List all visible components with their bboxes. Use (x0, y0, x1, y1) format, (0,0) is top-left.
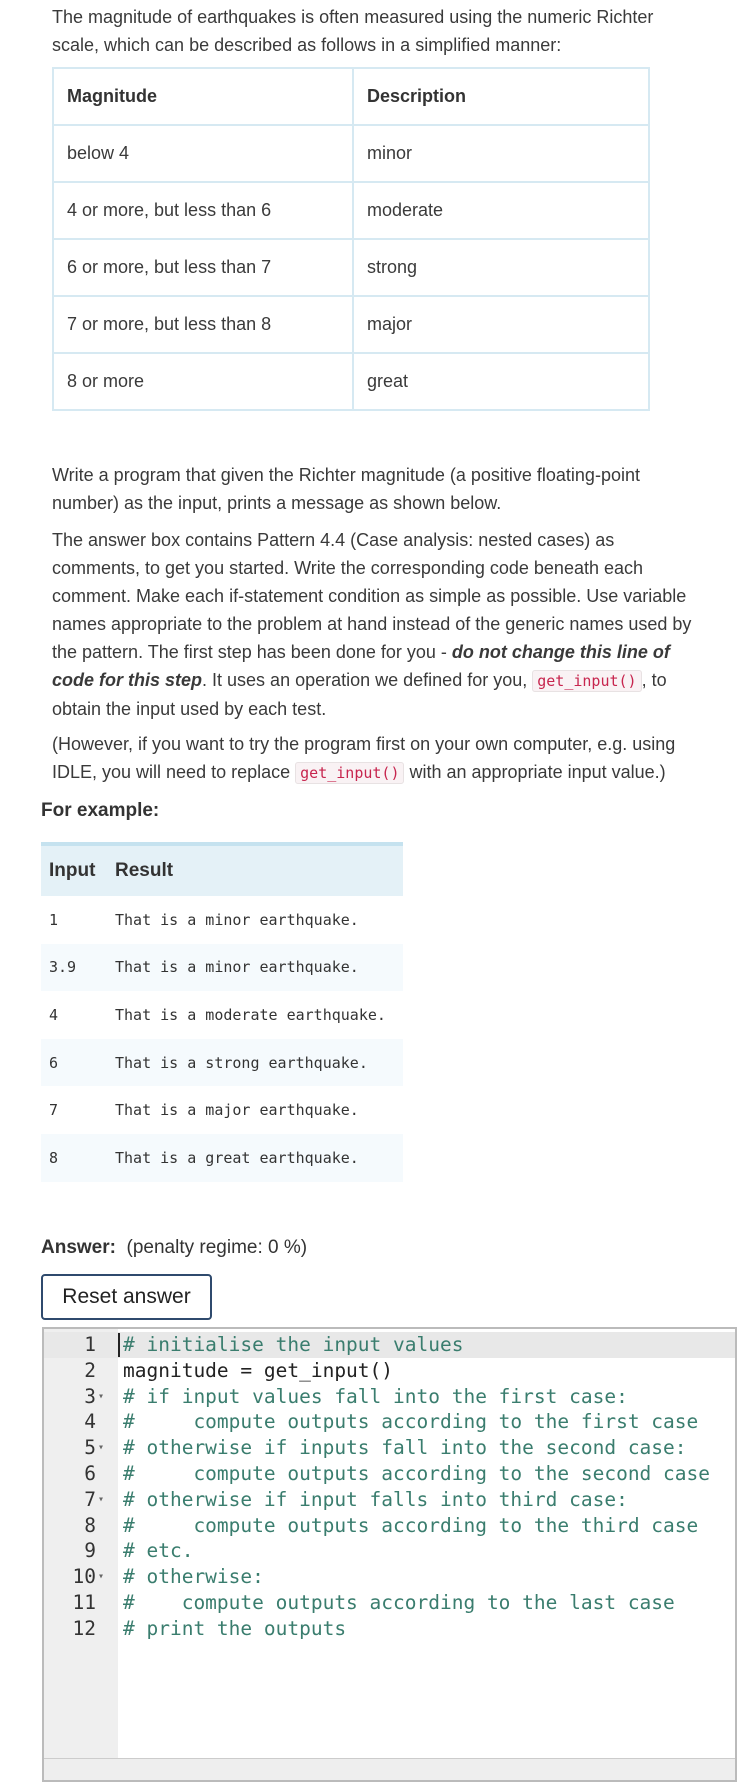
line-number: 9 (84, 1539, 96, 1563)
fold-arrow-icon[interactable]: ▾ (98, 1442, 105, 1454)
code-line[interactable] (44, 1435, 735, 1461)
input-cell: 1 (49, 910, 59, 929)
result-cell: That is a minor earthquake. (107, 944, 403, 992)
description-cell: moderate (353, 182, 649, 239)
inline-code: get_input() (295, 762, 404, 784)
example-header-row (41, 844, 403, 896)
line-number: 2 (84, 1358, 96, 1382)
inline-code: get_input() (532, 670, 641, 692)
line-number: 6 (84, 1461, 96, 1485)
idle-note-text-2: with an appropriate input value.) (404, 762, 666, 782)
header-description: Description (353, 68, 649, 125)
description-cell: strong (353, 239, 649, 296)
magnitude-cell: 7 or more, but less than 8 (53, 296, 353, 353)
code-text: magnitude = get_input() (123, 1358, 394, 1382)
code-text: # compute outputs according to the second case (123, 1461, 710, 1485)
line-number: 10 (72, 1565, 96, 1589)
header-magnitude: Magnitude (53, 68, 353, 125)
code-text: # compute outputs according to the last case (123, 1590, 675, 1614)
magnitude-table (52, 67, 650, 411)
code-text: # otherwise: (123, 1565, 264, 1589)
description-cell: minor (353, 125, 649, 182)
table-row (41, 1134, 403, 1182)
pattern-note-text-3: , to obtain the input used by each test. (52, 670, 667, 719)
magnitude-cell: below 4 (53, 125, 353, 182)
table-row (53, 125, 649, 182)
line-number: 4 (84, 1410, 96, 1434)
pattern-note-text: The answer box contains Pattern 4.4 (Case analysis: nested cases) as comments, to get you started. Write the corresponding code beneath each comment. Make each if-statement condition as simple as possible. Use variable names appropriate to the problem at hand instead of the generic names used by the pattern. The first step has been done for you - (52, 530, 692, 662)
answer-heading (41, 1237, 307, 1259)
description-cell: major (353, 296, 649, 353)
header-result: Result (107, 844, 403, 896)
code-text: # compute outputs according to the third case (123, 1513, 699, 1537)
code-text: # otherwise if inputs fall into the second case: (123, 1436, 687, 1460)
code-line[interactable] (44, 1461, 735, 1487)
code-line[interactable] (44, 1358, 735, 1384)
line-number: 1 (84, 1333, 96, 1356)
code-line[interactable] (44, 1538, 735, 1564)
magnitude-cell: 8 or more (53, 353, 353, 410)
input-cell: 3.9 (41, 944, 107, 992)
reset-answer-button[interactable]: Reset answer (41, 1274, 212, 1320)
input-cell: 6 (41, 1039, 107, 1087)
table-row (53, 353, 649, 410)
fold-arrow-icon[interactable]: ▾ (98, 1390, 105, 1402)
result-cell: That is a moderate earthquake. (115, 1005, 386, 1024)
code-editor[interactable] (42, 1327, 737, 1782)
code-text: # print the outputs (123, 1616, 347, 1640)
pattern-note-emphasis: do not change this line of code for this step (52, 642, 670, 690)
line-number: 8 (84, 1513, 96, 1537)
table-row (41, 1086, 403, 1134)
pattern-note (52, 526, 702, 723)
result-cell: That is a minor earthquake. (115, 910, 359, 929)
code-line[interactable] (44, 1384, 735, 1410)
input-cell: 7 (49, 1101, 59, 1120)
code-line[interactable] (44, 1513, 735, 1539)
fold-arrow-icon[interactable]: ▾ (98, 1493, 105, 1505)
line-number: 12 (72, 1616, 96, 1640)
table-row (41, 944, 403, 992)
result-cell: That is a strong earthquake. (107, 1039, 403, 1087)
line-number: 5 (84, 1436, 96, 1460)
code-text: # otherwise if input falls into third case: (123, 1487, 628, 1511)
intro-text: The magnitude of earthquakes is often measured using the numeric Richter scale, which can be described as follows in a simplified manner: (52, 7, 654, 55)
magnitude-cell: 6 or more, but less than 7 (53, 239, 353, 296)
table-row (41, 991, 403, 1039)
code-line[interactable] (44, 1590, 735, 1616)
description-cell: great (353, 353, 649, 410)
editor-resize-bar[interactable] (44, 1758, 735, 1780)
magnitude-cell: 4 or more, but less than 6 (53, 182, 353, 239)
code-line[interactable] (44, 1409, 735, 1435)
code-text: # if input values fall into the first case: (123, 1384, 628, 1408)
penalty-regime: (penalty regime: 0 %) (126, 1237, 308, 1258)
code-line[interactable] (44, 1487, 735, 1513)
table-header-row (53, 68, 649, 125)
input-cell: 8 (41, 1134, 107, 1182)
idle-note-text: (However, if you want to try the program first on your own computer, e.g. using IDLE, you will need to replace (52, 734, 676, 782)
code-lines[interactable] (44, 1332, 735, 1642)
example-table (41, 842, 403, 1182)
code-line[interactable] (44, 1332, 735, 1358)
code-text: # initialise the input values (123, 1333, 464, 1356)
table-row (53, 182, 649, 239)
code-line[interactable] (44, 1564, 735, 1590)
task-text: Write a program that given the Richter magnitude (a positive floating-point number) as the input, prints a message as shown below. (52, 465, 640, 513)
example-heading: For example: (41, 800, 160, 821)
pattern-note-text-2: . It uses an operation we defined for you, (202, 670, 533, 690)
code-text: # etc. (123, 1539, 194, 1563)
line-number: 3 (84, 1384, 96, 1408)
table-row (53, 296, 649, 353)
fold-arrow-icon[interactable]: ▾ (98, 1571, 105, 1583)
table-row (41, 1039, 403, 1087)
cursor-caret (118, 1333, 120, 1357)
table-row (41, 896, 403, 944)
result-cell: That is a great earthquake. (107, 1134, 403, 1182)
code-line[interactable] (44, 1616, 735, 1642)
input-cell: 4 (49, 1005, 59, 1024)
table-row (53, 239, 649, 296)
result-cell: That is a major earthquake. (115, 1101, 359, 1120)
header-input: Input (41, 844, 107, 896)
code-text: # compute outputs according to the first case (123, 1410, 699, 1434)
idle-note (52, 730, 702, 787)
answer-label: Answer: (41, 1237, 116, 1258)
line-number: 11 (72, 1590, 96, 1614)
line-number: 7 (84, 1487, 96, 1511)
